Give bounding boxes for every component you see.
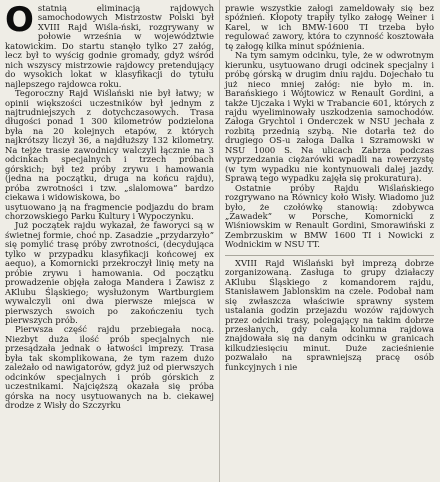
article-paragraph: Już początek rajdu wykazał, że faworyci są w świetnej formie, choć np. Zasadzie „przydarzyło” się pomylić trasę próby zwrotności, (decydująca tylko w przypadku klasyfikacji końcowej ex aequo), a Komornicki przekroczył linię mety na próbie zrywu i hamowania. Od początku prowadzenie objęła załoga Mandera i Zawisz z AKlubu Śląskiego; wysłużonym Wartburgiem wywalczyli oni dwa pierwsze miejsca w pierwszych swoich po zakończeniu tych pierwszych prób. — [5, 220, 214, 325]
article-column-right — [225, 4, 434, 372]
article-paragraph: XVIII Rajd Wiślański był imprezą dobrze zorganizowaną. Zasługa to grupy działaczy AKlubu Śląskiego z komandorem rajdu, Stanisławem Jablonskim na czele. Podobał nam się zwłaszcza właściwie sprawny system ustalania godzin przejazdu wozów rajdowych przez odcinki trasy, polegający na takim dobrze przesłanych, gdy cała kolumna rajdowa znajdowała się na danym odcinku w granicach kilkudziesięciu minut. Duże zacieśnienie pozwalało na sprawniejszą pracę osób funkcyjnych i nie — [225, 257, 434, 372]
article-paragraph: usytuowano ją na fragmencie podjazdu do bram chorzowskiego Parku Kultury i Wypoczynku. — [5, 201, 214, 221]
drop-cap: O — [5, 0, 34, 40]
article-paragraph: prawie wszystkie załogi zameldowały się bez spóźnień. Kłopoty trapiły tylko załogę Weiner i Karel, w ich BMW-1600 TI trzeba było regulować zawory, która to czynność kosztowała tę załogę kilka minut spóźnienia. — [225, 3, 434, 51]
article-column-left — [5, 0, 214, 411]
article-paragraph: Pierwsza część rajdu przebiegała nocą. Niezbyt duża ilość prób specjalnych nie przesądzała jednak o łatwości imprezy. Trasa była tak skomplikowana, że tym razem dużo zależało od nawigatorów, gdyż już od pierwszych odcinków specjalnych i prób górskich z uczestnikami. Najcięższą okazała się próba górska na nocy usytuowanych na b. ciekawej drodze z Wisły do Szczyrku — [5, 324, 214, 411]
article-paragraph: Tegoroczny Rajd Wiślański nie był łatwy; w opinii większości uczestników był jednym z najtrudniejszych z dotychczasowych. Trasa długości ponad 1 300 kilometrów podzielona była na 20 kolejnych etapów, z których najkrótszy liczył 36, a najdłuższy 132 kilometry. Na tejże trasie zawodnicy walczyli łącznie na 3 odcinkach specjalnych i trzech próbach górskich; był też próby zrywu i hamowania (jedna na początku, druga na końcu rajdu), próba zwrotności i tzw. „slalomowa” bardzo ciekawa i widowiskowa, bo — [5, 88, 214, 203]
column-divider — [219, 0, 220, 482]
article-paragraph: Na tym samym odcinku, tyle, że w odwrotnym kierunku, usytuowano drugi odcinek specjalny i próbę górską w drugim dniu rajdu. Dojechało tu już nieco mniej załóg: nie było m. in. Barańskiego i Wójtowicz w Renault Gordini, a także Ujczaka i Wyki w Trabancie 601, których z rajdu wyeliminowały uszkodzenia samochodów. Załoga Grychtol i Onderczek w NSU jechała z rozbitą przednią szybą. Nie dotarła też do drugiego OS-u załoga Dalka i Szramowski w NSU 1000 S. Na ulicach Zabrza podczas wyprzedzania ciężarówki wpadli na rowerzystę (w tym wypadku nie kontynuowali dalej jazdy. Sprawą tego wypadku zajęła się prokuratura). — [225, 50, 434, 184]
article-paragraph: Ostatnie próby Rajdu Wiślańskiego rozgrywano na Równicy koło Wisły. Wiadomo już było, że czołówkę stanowią: zdobywca „Zawadek” w Porsche, Komornicki z Wiśniowskim w Renault Gordini, Smorawiński z Zembrzuskim w BMW 1600 TI i Nowicki z Wodnickim w NSU TT. — [225, 182, 434, 250]
paragraph-text: statnią eliminacją rajdowych samochodowych Mistrzostw Polski był XVIII Rajd Wiśla-ński, rozgrywany w połowie września w województwie katowickim. Do startu stanęło tylko 27 załóg, lecz był to wyścig godnie gromady, gdyż wśród nich wszyscy mistrzowie rajdowcy pretendujący do wysokich lokat w klasyfikacji do tytułu najlepszego rajdowca roku. — [5, 3, 214, 89]
section-separator — [225, 255, 434, 256]
article-paragraph — [5, 0, 214, 89]
